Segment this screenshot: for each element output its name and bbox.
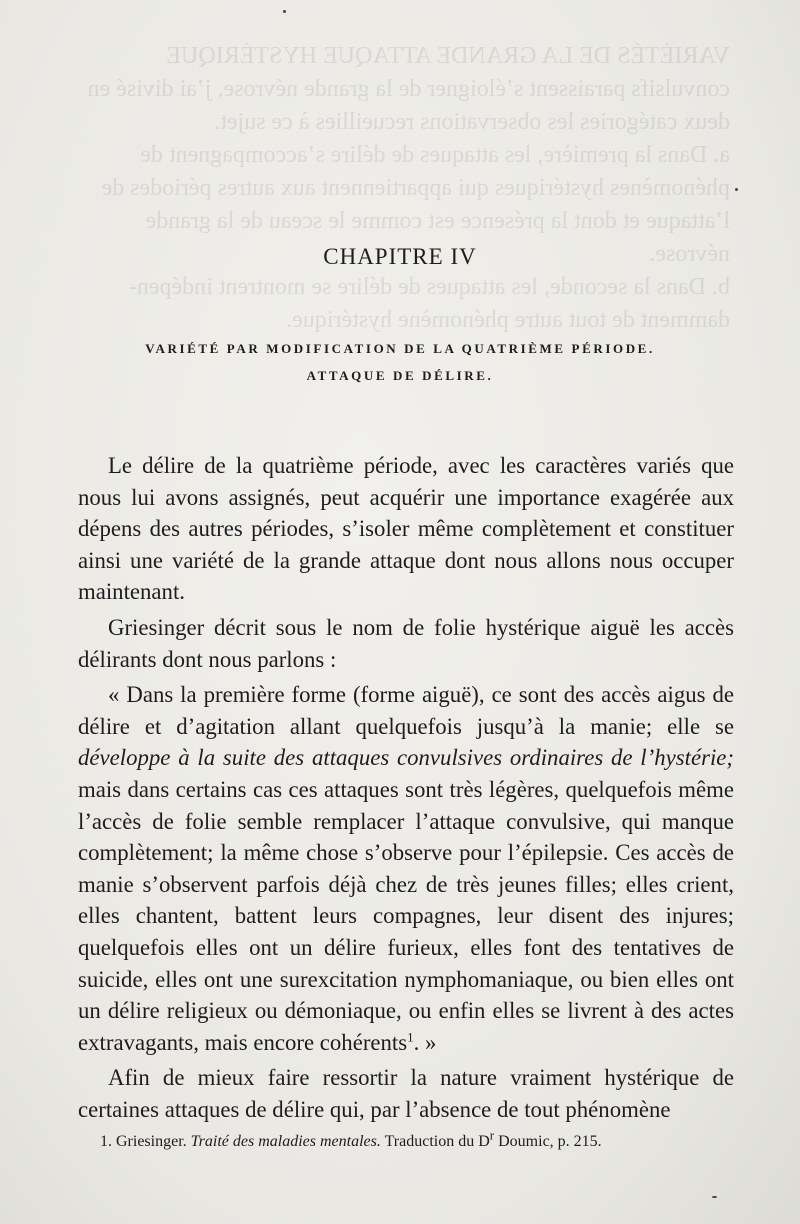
footnote-translation: Traduction du D: [384, 1133, 490, 1150]
section-title-line1: VARIÉTÉ PAR MODIFICATION DE LA QUATRIÈME PÉRIODE.: [145, 341, 655, 356]
footnote-translator: Doumic, p. 215.: [498, 1133, 602, 1150]
body-text: [78, 450, 734, 1125]
paper-speck: [735, 188, 738, 191]
quote-part-b: mais dans certains cas ces attaques sont très légères, quelquefois même l’accès de folie semble remplacer l’attaque convulsive, qui manque complètement; la même chose s’observe pour l’épilepsie. Ces accès de manie s’observent parfois déjà chez de très jeunes filles; elles crient, elles chantent, battent leurs compagnes, leur disent des injures; quelquefois elles ont un délire furieux, elles font des tentatives de suicide, elles ont une surexcitation nymphomaniaque, ou bien elles ont un délire religieux ou démoniaque, ou enfin elles se livrent à des actes extravagants, mais encore cohérents: [78, 776, 734, 1055]
paragraph-2: Griesinger décrit sous le nom de folie hystérique aiguë les accès délirants dont nous parlons :: [78, 614, 734, 672]
footnote-marker: 1: [407, 1029, 414, 1045]
paragraph-3-quote: [78, 679, 734, 1058]
section-title-line2: ATTAQUE DE DÉLIRE.: [306, 368, 494, 383]
paragraph-1: Le délire de la quatrième période, avec les caractères variés que nous lui avons assignés, peut acquérir une importance exagérée aux dépens des autres périodes, s’isoler même complètement et constituer ainsi une variété de la grande attaque dont nous allons nous occuper maintenant.: [78, 453, 734, 605]
chapter-title: CHAPITRE IV: [323, 244, 477, 269]
footnote-doctor-sup: r: [489, 1127, 495, 1143]
footnote-number: 1.: [100, 1133, 112, 1150]
quote-part-a: « Dans la première forme (forme aiguë), ce sont des accès aigus de délire et d’agitation allant quelquefois jusqu’à la manie; elle se: [78, 682, 734, 739]
paragraph-4: Afin de mieux faire ressortir la nature vraiment hystérique de certaines attaques de délire qui, par l’absence de tout phénomène: [78, 1065, 734, 1122]
footnote-author: Griesinger.: [116, 1133, 187, 1150]
footnote-book-title: Traité des maladies mentales.: [190, 1133, 381, 1150]
footnote: [100, 1127, 740, 1152]
quote-end: . »: [413, 1029, 437, 1055]
bleed-through-text: VARIÉTÉS DE LA GRANDE ATTAQUE HYSTÉRIQUE convulsifs paraissent s’éloigner de la grande névrose, j’ai divisé en deux catégories les observations recueillies à ce sujet. a. Dans la première, les attaques de délire s’accompagnent de phénomènes hystériques qui appartiennent aux autres périodes de l’attaque et dont la présence est comme le sceau de la grande névrose. b. Dans la seconde, les attaques de délire se montrent indépen- damment de tout autre phénomène hystérique.: [87, 43, 730, 333]
paper-speck: [283, 10, 286, 13]
quote-emphasis: développe à la suite des attaques convulsives ordinaires de l’hystérie;: [78, 745, 734, 771]
paper-speck: [712, 1196, 717, 1198]
